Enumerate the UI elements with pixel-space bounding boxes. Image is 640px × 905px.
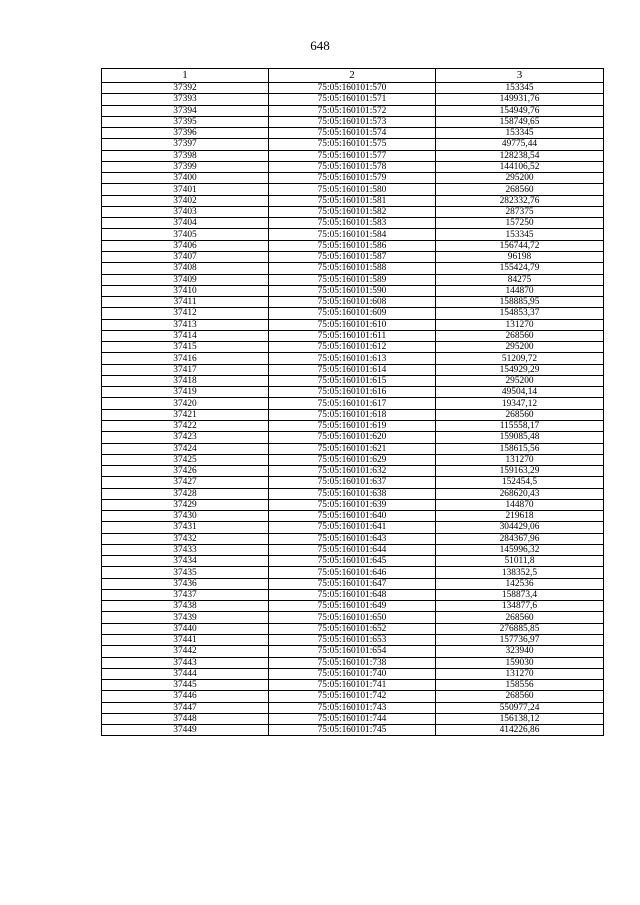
table-row [102, 420, 604, 431]
row-number-cell: 37447 [102, 702, 269, 713]
cadastral-number-cell: 75:05:160101:641 [269, 522, 436, 533]
cadastral-number-cell: 75:05:160101:589 [269, 274, 436, 285]
cadastral-number-cell: 75:05:160101:742 [269, 691, 436, 702]
row-number-cell: 37402 [102, 195, 269, 206]
row-number-cell: 37433 [102, 544, 269, 555]
table-row [102, 409, 604, 420]
row-number-cell: 37405 [102, 229, 269, 240]
table-row [102, 285, 604, 296]
cadastral-number-cell: 75:05:160101:645 [269, 556, 436, 567]
table-row [102, 319, 604, 330]
value-cell: 158615,56 [436, 443, 604, 454]
row-number-cell: 37422 [102, 420, 269, 431]
row-number-cell: 37413 [102, 319, 269, 330]
value-cell: 158749,65 [436, 116, 604, 127]
row-number-cell: 37408 [102, 263, 269, 274]
cadastral-number-cell: 75:05:160101:570 [269, 83, 436, 94]
row-number-cell: 37396 [102, 128, 269, 139]
value-cell: 268560 [436, 691, 604, 702]
table-row [102, 454, 604, 465]
cadastral-number-cell: 75:05:160101:609 [269, 308, 436, 319]
value-cell: 115558,17 [436, 420, 604, 431]
table-row [102, 725, 604, 736]
table-row [102, 432, 604, 443]
value-cell: 287375 [436, 206, 604, 217]
row-number-cell: 37407 [102, 251, 269, 262]
value-cell: 154853,37 [436, 308, 604, 319]
row-number-cell: 37424 [102, 443, 269, 454]
table-row [102, 240, 604, 251]
cadastral-number-cell: 75:05:160101:579 [269, 173, 436, 184]
header-row [102, 69, 604, 83]
cadastral-number-cell: 75:05:160101:652 [269, 623, 436, 634]
table-row [102, 668, 604, 679]
row-number-cell: 37392 [102, 83, 269, 94]
value-cell: 131270 [436, 319, 604, 330]
row-number-cell: 37394 [102, 105, 269, 116]
cadastral-number-cell: 75:05:160101:638 [269, 488, 436, 499]
table-row [102, 578, 604, 589]
value-cell: 49775,44 [436, 139, 604, 150]
cadastral-number-cell: 75:05:160101:643 [269, 533, 436, 544]
cadastral-number-cell: 75:05:160101:644 [269, 544, 436, 555]
cadastral-number-cell: 75:05:160101:582 [269, 206, 436, 217]
row-number-cell: 37401 [102, 184, 269, 195]
table-row [102, 195, 604, 206]
value-cell: 284367,96 [436, 533, 604, 544]
table-row [102, 477, 604, 488]
cadastral-number-cell: 75:05:160101:646 [269, 567, 436, 578]
cadastral-number-cell: 75:05:160101:620 [269, 432, 436, 443]
value-cell: 268560 [436, 330, 604, 341]
table-row [102, 544, 604, 555]
table-row [102, 623, 604, 634]
table-row [102, 488, 604, 499]
row-number-cell: 37415 [102, 342, 269, 353]
value-cell: 51011,8 [436, 556, 604, 567]
value-cell: 142536 [436, 578, 604, 589]
value-cell: 295200 [436, 342, 604, 353]
value-cell: 268620,43 [436, 488, 604, 499]
row-number-cell: 37412 [102, 308, 269, 319]
value-cell: 157736,97 [436, 635, 604, 646]
table-row [102, 229, 604, 240]
table-row [102, 330, 604, 341]
cadastral-number-cell: 75:05:160101:571 [269, 94, 436, 105]
value-cell: 295200 [436, 375, 604, 386]
data-table [101, 68, 604, 736]
row-number-cell: 37444 [102, 668, 269, 679]
table-row [102, 713, 604, 724]
value-cell: 156744,72 [436, 240, 604, 251]
row-number-cell: 37434 [102, 556, 269, 567]
value-cell: 304429,06 [436, 522, 604, 533]
cadastral-number-cell: 75:05:160101:614 [269, 364, 436, 375]
row-number-cell: 37419 [102, 387, 269, 398]
cadastral-number-cell: 75:05:160101:583 [269, 218, 436, 229]
table-row [102, 375, 604, 386]
cadastral-number-cell: 75:05:160101:612 [269, 342, 436, 353]
table-row [102, 364, 604, 375]
row-number-cell: 37397 [102, 139, 269, 150]
cadastral-number-cell: 75:05:160101:616 [269, 387, 436, 398]
row-number-cell: 37428 [102, 488, 269, 499]
table-row [102, 263, 604, 274]
table-row [102, 251, 604, 262]
row-number-cell: 37414 [102, 330, 269, 341]
value-cell: 149931,76 [436, 94, 604, 105]
table-row [102, 612, 604, 623]
table-row [102, 680, 604, 691]
table-row [102, 128, 604, 139]
cadastral-number-cell: 75:05:160101:587 [269, 251, 436, 262]
table-row [102, 443, 604, 454]
cadastral-number-cell: 75:05:160101:632 [269, 466, 436, 477]
cadastral-number-cell: 75:05:160101:575 [269, 139, 436, 150]
value-cell: 153345 [436, 229, 604, 240]
row-number-cell: 37416 [102, 353, 269, 364]
value-cell: 158885,95 [436, 297, 604, 308]
value-cell: 144106,52 [436, 161, 604, 172]
table-row [102, 297, 604, 308]
cadastral-number-cell: 75:05:160101:610 [269, 319, 436, 330]
row-number-cell: 37448 [102, 713, 269, 724]
value-cell: 51209,72 [436, 353, 604, 364]
table-row [102, 499, 604, 510]
cadastral-number-cell: 75:05:160101:573 [269, 116, 436, 127]
cadastral-number-cell: 75:05:160101:578 [269, 161, 436, 172]
row-number-cell: 37418 [102, 375, 269, 386]
cadastral-number-cell: 75:05:160101:743 [269, 702, 436, 713]
table-row [102, 589, 604, 600]
cadastral-number-cell: 75:05:160101:572 [269, 105, 436, 116]
value-cell: 295200 [436, 173, 604, 184]
column-header: 1 [102, 69, 269, 83]
table-row [102, 83, 604, 94]
row-number-cell: 37438 [102, 601, 269, 612]
value-cell: 268560 [436, 409, 604, 420]
row-number-cell: 37406 [102, 240, 269, 251]
cadastral-number-cell: 75:05:160101:738 [269, 657, 436, 668]
cadastral-number-cell: 75:05:160101:639 [269, 499, 436, 510]
row-number-cell: 37427 [102, 477, 269, 488]
value-cell: 84275 [436, 274, 604, 285]
value-cell: 144870 [436, 285, 604, 296]
table-row [102, 184, 604, 195]
row-number-cell: 37446 [102, 691, 269, 702]
row-number-cell: 37426 [102, 466, 269, 477]
row-number-cell: 37432 [102, 533, 269, 544]
value-cell: 134877,6 [436, 601, 604, 612]
row-number-cell: 37435 [102, 567, 269, 578]
row-number-cell: 37421 [102, 409, 269, 420]
page-number: 648 [310, 38, 330, 53]
value-cell: 219618 [436, 511, 604, 522]
value-cell: 157250 [436, 218, 604, 229]
table-row [102, 646, 604, 657]
row-number-cell: 37404 [102, 218, 269, 229]
cadastral-number-cell: 75:05:160101:621 [269, 443, 436, 454]
cadastral-number-cell: 75:05:160101:741 [269, 680, 436, 691]
table-row [102, 567, 604, 578]
table-row [102, 353, 604, 364]
value-cell: 158556 [436, 680, 604, 691]
value-cell: 131270 [436, 454, 604, 465]
value-cell: 144870 [436, 499, 604, 510]
row-number-cell: 37410 [102, 285, 269, 296]
row-number-cell: 37425 [102, 454, 269, 465]
value-cell: 276885,85 [436, 623, 604, 634]
cadastral-number-cell: 75:05:160101:744 [269, 713, 436, 724]
cadastral-number-cell: 75:05:160101:615 [269, 375, 436, 386]
value-cell: 96198 [436, 251, 604, 262]
table-row [102, 657, 604, 668]
row-number-cell: 37409 [102, 274, 269, 285]
cadastral-number-cell: 75:05:160101:619 [269, 420, 436, 431]
cadastral-number-cell: 75:05:160101:618 [269, 409, 436, 420]
value-cell: 159030 [436, 657, 604, 668]
value-cell: 128238,54 [436, 150, 604, 161]
cadastral-number-cell: 75:05:160101:745 [269, 725, 436, 736]
cadastral-number-cell: 75:05:160101:653 [269, 635, 436, 646]
table-row [102, 398, 604, 409]
row-number-cell: 37420 [102, 398, 269, 409]
cadastral-number-cell: 75:05:160101:590 [269, 285, 436, 296]
table-row [102, 308, 604, 319]
row-number-cell: 37449 [102, 725, 269, 736]
value-cell: 19347,12 [436, 398, 604, 409]
cadastral-number-cell: 75:05:160101:577 [269, 150, 436, 161]
table-row [102, 702, 604, 713]
value-cell: 268560 [436, 184, 604, 195]
value-cell: 159163,29 [436, 466, 604, 477]
cadastral-number-cell: 75:05:160101:617 [269, 398, 436, 409]
value-cell: 268560 [436, 612, 604, 623]
table-row [102, 150, 604, 161]
column-header: 3 [436, 69, 604, 83]
value-cell: 131270 [436, 668, 604, 679]
row-number-cell: 37423 [102, 432, 269, 443]
value-cell: 159085,48 [436, 432, 604, 443]
table-row [102, 116, 604, 127]
table-row [102, 274, 604, 285]
value-cell: 153345 [436, 128, 604, 139]
table-row [102, 556, 604, 567]
table-row [102, 105, 604, 116]
row-number-cell: 37399 [102, 161, 269, 172]
cadastral-number-cell: 75:05:160101:648 [269, 589, 436, 600]
table-row [102, 691, 604, 702]
cadastral-number-cell: 75:05:160101:649 [269, 601, 436, 612]
cadastral-number-cell: 75:05:160101:740 [269, 668, 436, 679]
table-row [102, 635, 604, 646]
table-row [102, 94, 604, 105]
table-row [102, 466, 604, 477]
table-row [102, 387, 604, 398]
table-header [102, 69, 604, 83]
value-cell: 138352,5 [436, 567, 604, 578]
row-number-cell: 37430 [102, 511, 269, 522]
row-number-cell: 37398 [102, 150, 269, 161]
table-row [102, 173, 604, 184]
table-row [102, 533, 604, 544]
cadastral-number-cell: 75:05:160101:581 [269, 195, 436, 206]
table-row [102, 206, 604, 217]
row-number-cell: 37417 [102, 364, 269, 375]
row-number-cell: 37400 [102, 173, 269, 184]
row-number-cell: 37442 [102, 646, 269, 657]
value-cell: 156138,12 [436, 713, 604, 724]
table-row [102, 161, 604, 172]
cadastral-number-cell: 75:05:160101:588 [269, 263, 436, 274]
row-number-cell: 37437 [102, 589, 269, 600]
row-number-cell: 37431 [102, 522, 269, 533]
row-number-cell: 37439 [102, 612, 269, 623]
table-row [102, 342, 604, 353]
row-number-cell: 37403 [102, 206, 269, 217]
cadastral-number-cell: 75:05:160101:640 [269, 511, 436, 522]
value-cell: 282332,76 [436, 195, 604, 206]
table-body [102, 83, 604, 736]
cadastral-number-cell: 75:05:160101:608 [269, 297, 436, 308]
row-number-cell: 37445 [102, 680, 269, 691]
cadastral-number-cell: 75:05:160101:574 [269, 128, 436, 139]
table-row [102, 139, 604, 150]
value-cell: 154929,29 [436, 364, 604, 375]
cadastral-number-cell: 75:05:160101:586 [269, 240, 436, 251]
row-number-cell: 37395 [102, 116, 269, 127]
value-cell: 414226,86 [436, 725, 604, 736]
value-cell: 49504,14 [436, 387, 604, 398]
column-header: 2 [269, 69, 436, 83]
cadastral-number-cell: 75:05:160101:650 [269, 612, 436, 623]
row-number-cell: 37411 [102, 297, 269, 308]
cadastral-number-cell: 75:05:160101:613 [269, 353, 436, 364]
table-row [102, 522, 604, 533]
cadastral-number-cell: 75:05:160101:647 [269, 578, 436, 589]
row-number-cell: 37443 [102, 657, 269, 668]
cadastral-number-cell: 75:05:160101:580 [269, 184, 436, 195]
value-cell: 323940 [436, 646, 604, 657]
value-cell: 155424,79 [436, 263, 604, 274]
row-number-cell: 37436 [102, 578, 269, 589]
value-cell: 152454,5 [436, 477, 604, 488]
cadastral-number-cell: 75:05:160101:637 [269, 477, 436, 488]
value-cell: 154949,76 [436, 105, 604, 116]
cadastral-number-cell: 75:05:160101:629 [269, 454, 436, 465]
cadastral-number-cell: 75:05:160101:611 [269, 330, 436, 341]
value-cell: 158873,4 [436, 589, 604, 600]
row-number-cell: 37429 [102, 499, 269, 510]
cadastral-number-cell: 75:05:160101:584 [269, 229, 436, 240]
value-cell: 145996,32 [436, 544, 604, 555]
table-row [102, 601, 604, 612]
row-number-cell: 37393 [102, 94, 269, 105]
row-number-cell: 37441 [102, 635, 269, 646]
cadastral-number-cell: 75:05:160101:654 [269, 646, 436, 657]
table-row [102, 218, 604, 229]
value-cell: 153345 [436, 83, 604, 94]
row-number-cell: 37440 [102, 623, 269, 634]
value-cell: 550977,24 [436, 702, 604, 713]
table-row [102, 511, 604, 522]
